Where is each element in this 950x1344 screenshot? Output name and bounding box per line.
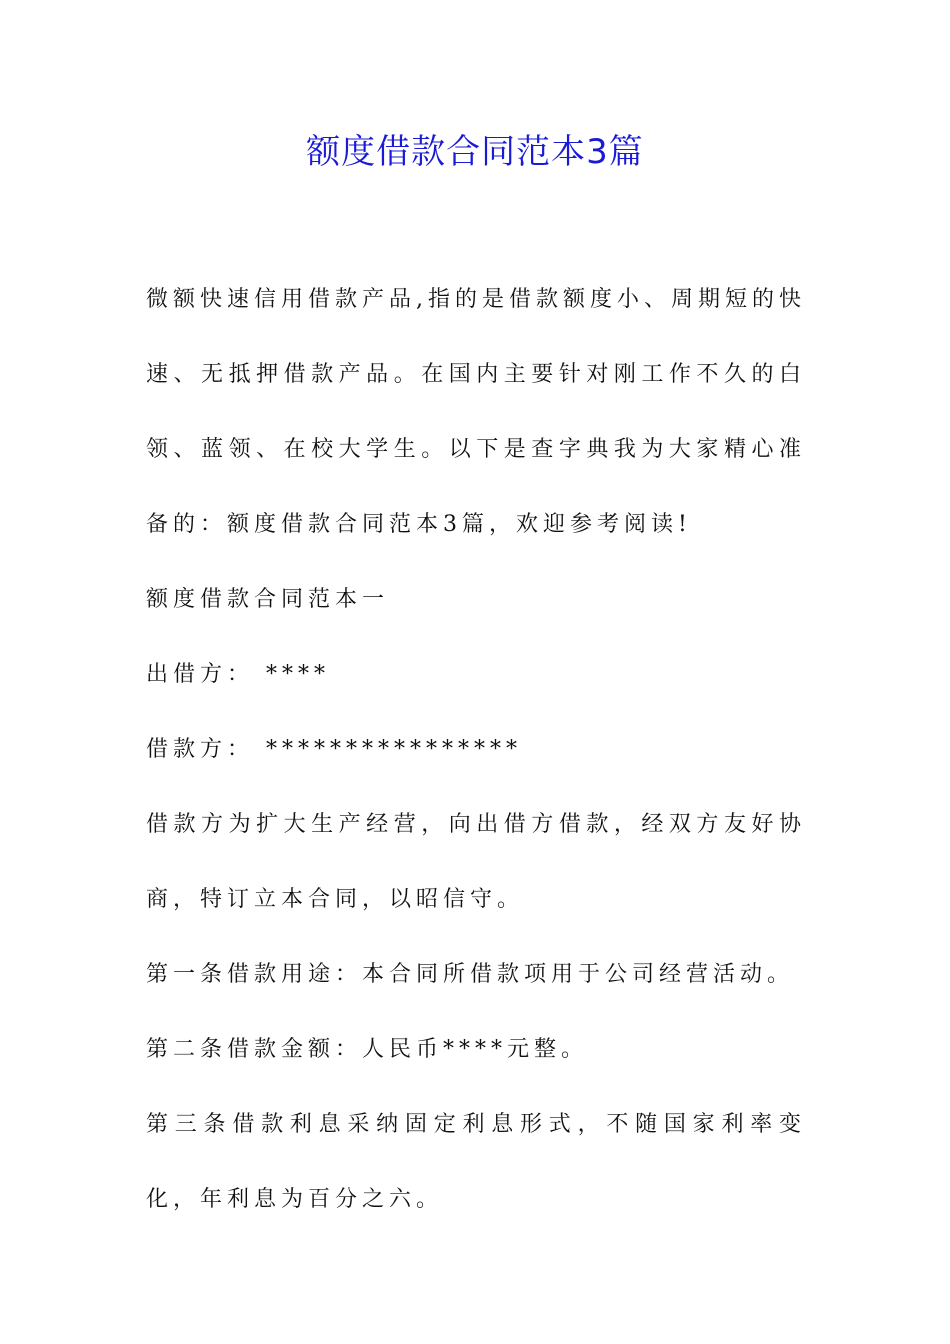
- intro-paragraph: 微额快速信用借款产品,指的是借款额度小、周期短的快速、无抵押借款产品。在国内主要针对刚工作不久的白领、蓝领、在校大学生。以下是查字典我为大家精心准备的：额度借款合同范本3篇，欢迎参考阅读!: [146, 287, 806, 537]
- preamble-paragraph: 借款方为扩大生产经营，向出借方借款，经双方友好协商，特订立本合同，以昭信守。: [146, 812, 806, 912]
- article-3: 第三条借款利息采纳固定利息形式，不随国家利率变化，年利息为百分之六。: [146, 1112, 806, 1212]
- article-1: 第一条借款用途：本合同所借款项用于公司经营活动。: [146, 962, 795, 987]
- section-heading: 额度借款合同范本一: [146, 587, 390, 612]
- document-body: [146, 262, 806, 1237]
- article-2: 第二条借款金额：人民币****元整。: [146, 1037, 589, 1062]
- document-title: 额度借款合同范本3篇: [306, 132, 644, 172]
- borrower-line: 借款方： ****************: [146, 737, 522, 762]
- lender-line: 出借方： ****: [146, 662, 330, 687]
